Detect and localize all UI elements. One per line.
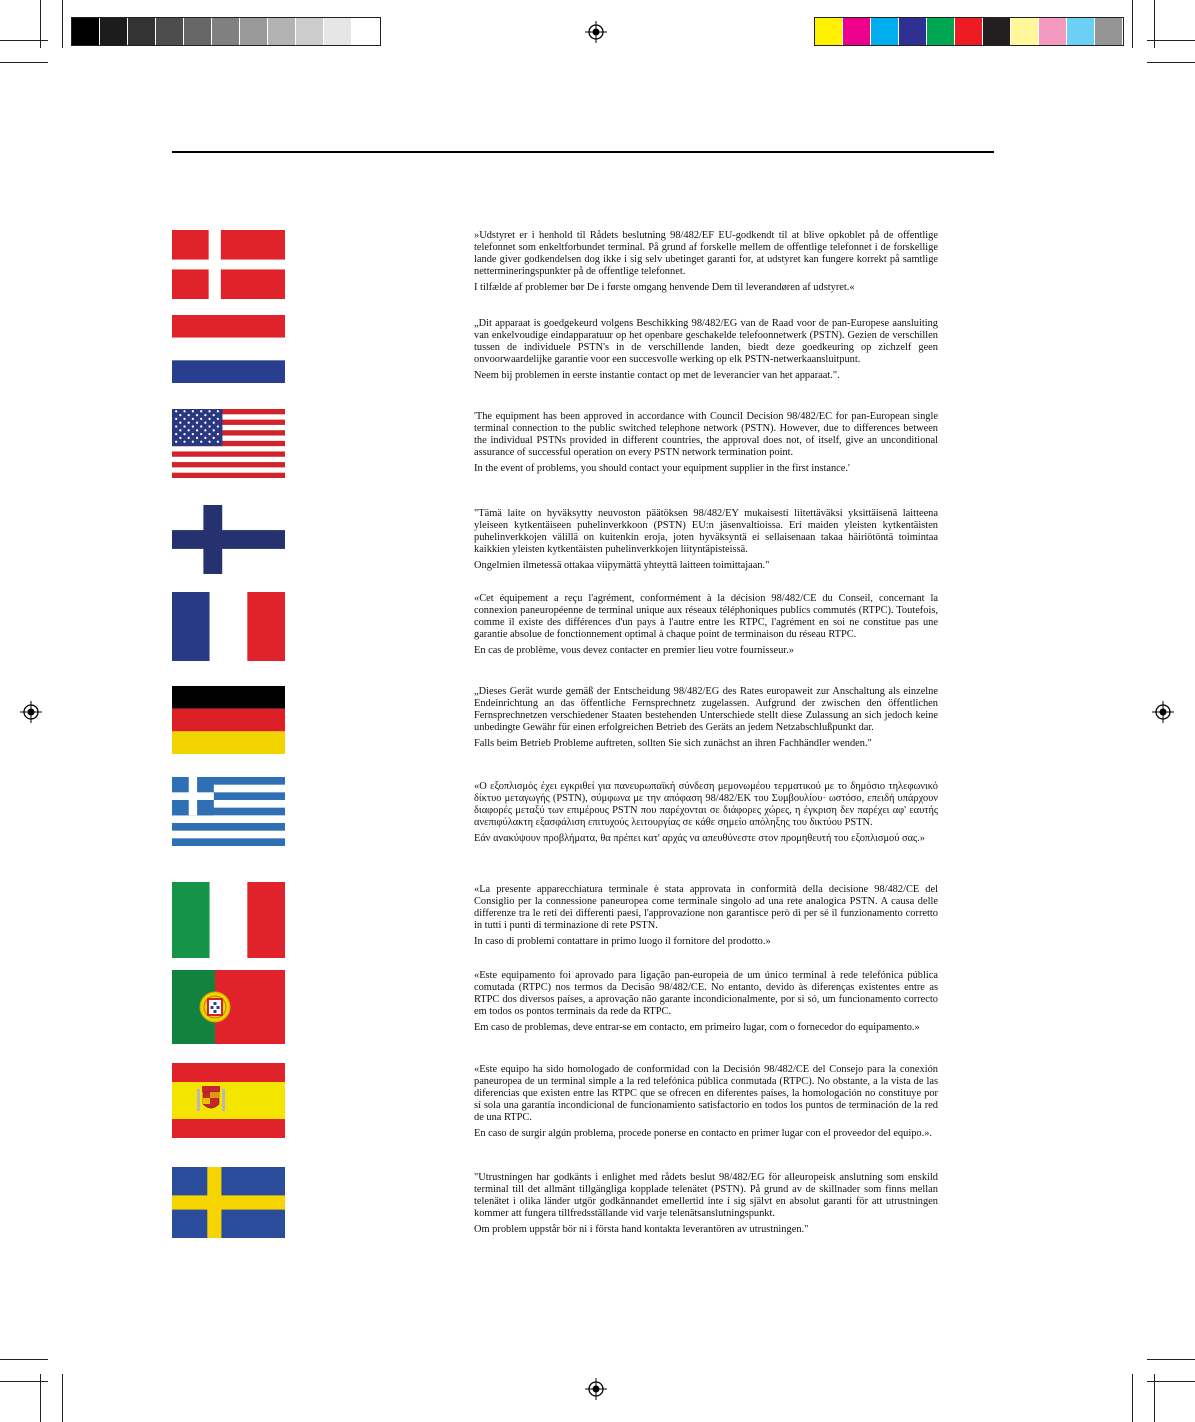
star-icon [200,410,202,412]
flag-denmark-icon [172,230,285,299]
star-icon [179,414,181,416]
declaration-paragraph: 'The equipment has been approved in accordance with Council Decision 98/482/EC for pan-European single terminal connection to the public switched telephone network (PSTN). However, due to differences between the individual PSTNs provided in different countries, the approval does not, of itself, give an unconditional assurance of successful operation on every PSTN network termination point. [474,411,938,459]
declaration-paragraph: »Udstyret er i henhold til Rådets beslutning 98/482/EF EU-godkendt til at blive opkoblet på de offentlige telefonnet som enkeltforbundet terminal. På grund af forskelle mellem de offentlige telefonnet i de forskellige lande giver godkendelsen dog ikke i sig selv ubetinget garanti for, at udstyret kan fungere korrekt på samtlige nettermineringspunkter på de offentlige telefonnet. [474,230,938,278]
star-icon [208,433,210,435]
crop-mark [1132,0,1133,48]
star-icon [208,410,210,412]
flag-sweden-icon [172,1167,285,1238]
declaration-paragraph: In caso di problemi contattare in primo luogo il fornitore del prodotto.» [474,936,771,948]
declaration-italy [474,884,938,952]
color-swatch [296,18,323,45]
star-icon [196,429,198,431]
star-icon [183,433,185,435]
star-icon [196,422,198,424]
star-icon [208,441,210,443]
star-icon [200,441,202,443]
declaration-paragraph: „Dit apparaat is goedgekeurd volgens Beschikking 98/482/EG van de Raad voor de pan-Europese aansluiting van enkelvoudige eindapparatuur op het openbare geschakelde telefoonnetwerk (PSTN). Gezien de verschillen tussen de individuele PSTN's in de verschillende landen, biedt deze goedkeuring op zichzelf geen onvoorwaardelijke garantie voor een succesvolle werking op elk PSTN-netwerkaansluitpunt. [474,318,938,366]
header-rule [172,151,994,153]
crop-mark [62,0,63,48]
declaration-paragraph: Falls beim Betrieb Probleme auftreten, sollten Sie sich zunächst an ihren Fachhändler wenden." [474,738,872,750]
star-icon [179,422,181,424]
star-icon [188,422,190,424]
crop-mark [1147,40,1195,41]
color-swatch [212,18,239,45]
star-icon [179,437,181,439]
star-icon [183,418,185,420]
color-swatch [72,18,99,45]
star-icon [208,425,210,427]
star-icon [192,410,194,412]
flag-france-icon [172,592,285,661]
flag-spain-icon [172,1063,285,1138]
star-icon [200,425,202,427]
flag-italy-icon [172,882,285,958]
flag-germany-icon [172,686,285,754]
declaration-portugal [474,970,938,1038]
star-icon [217,441,219,443]
declaration-paragraph: Εάν ανακύψουν προβλήματα, θα πρέπει κατ' αρχάς να απευθύνεστε στον προμηθευτή του εξοπλισμού σας.» [474,833,925,845]
color-swatch [815,18,842,45]
star-icon [217,425,219,427]
declaration-paragraph: „Dieses Gerät wurde gemäß der Entscheidung 98/482/EG des Rates europaweit zur Anschaltung als einzelne Endeinrichtung an das öffentliche Fernsprechnetz zugelassen. Aufgrund der zwischen den öffentlichen Fernsprechnetzen verschiedener Staaten bestehenden Unterschiede stellt diese Zulassung an sich jedoch keine unbedingte Gewähr für einen erfolgreichen Betrieb des Geräts an jedem Netzabschlußpunkt dar. [474,686,938,734]
color-swatch [128,18,155,45]
declaration-paragraph: «Cet équipement a reçu l'agrément, conformément à la décision 98/482/CE du Conseil, concernant la connexion paneuropéenne de terminal unique aux réseaux téléphoniques publics commutés (RTPC). Toutefois, comme il existe des différences d'un pays à l'autre entre les RTPC, l'agrément en soi ne constitue pas une garantie absolue de fonctionnement optimal à chaque point de terminaison du réseau RTPC. [474,593,938,641]
declaration-spain [474,1064,938,1145]
flag-netherlands-icon [172,315,285,383]
declaration-sweden [474,1172,938,1240]
star-icon [200,433,202,435]
declaration-paragraph: Ongelmien ilmetessä ottakaa viipymättä yhteyttä laitteen toimittajaan." [474,560,770,572]
color-swatch [899,18,926,45]
star-icon [196,414,198,416]
declaration-paragraph: En cas de problème, vous devez contacter en premier lieu votre fournisseur.» [474,645,794,657]
flag-finland-icon [172,505,285,574]
declaration-paragraph: "Tämä laite on hyväksytty neuvoston päätöksen 98/482/EY mukaisesti liitettäväksi yksittäisenä laitteena yleiseen kytkentäiseen puhelinverkkoon (PSTN) EU:n jäsenvaltioissa. Eri maiden yleisten kytkentäisten puhelinverkkojen välillä on kuitenkin eroja, joten hyväksyntä ei sellaisenaan takaa häiriötöntä toimintaa kaikkien yleisten kytkentäisten puhelinverkkojen liityntäpisteissä. [474,508,938,556]
color-swatch [983,18,1010,45]
color-swatch [955,18,982,45]
declaration-paragraph: En caso de surgir algún problema, procede ponerse en contacto en primer lugar con el proveedor del equipo.». [474,1128,932,1140]
star-icon [183,410,185,412]
declaration-paragraph: "Utrustningen har godkänts i enlighet med rådets beslut 98/482/EG för alleuropeisk anslutning som enskild terminal till det allmänt tillgängliga kopplade telenätet (PSTN). På grund av de skillnader som finns mellan telenätet i olika länder utgör godkännandet emellertid inte i sig självt en absolut garanti för att utrustningen kommer att fungera tillfredsställande vid varje telenätsanslutningspunkt. [474,1172,938,1220]
registration-target-icon [585,1378,607,1400]
crop-mark [1132,1374,1133,1422]
declaration-france [474,593,938,661]
star-icon [200,418,202,420]
star-icon [179,429,181,431]
star-icon [192,425,194,427]
star-icon [213,429,215,431]
declaration-netherlands [474,318,938,386]
registration-target-icon [585,21,607,43]
color-swatch [1011,18,1038,45]
star-icon [208,418,210,420]
declaration-paragraph: Neem bij problemen in eerste instantie contact op met de leverancier van het apparaat.". [474,370,840,382]
star-icon [196,437,198,439]
declaration-denmark [474,230,938,298]
declaration-finland [474,508,938,576]
star-icon [188,429,190,431]
flag-greece-icon [172,777,285,846]
star-icon [188,414,190,416]
color-swatch [100,18,127,45]
color-swatch [927,18,954,45]
star-icon [204,437,206,439]
star-icon [175,418,177,420]
star-icon [183,425,185,427]
crop-mark [0,1381,48,1382]
crop-mark [1147,62,1195,63]
registration-target-icon [1152,701,1174,723]
declaration-germany [474,686,938,754]
crop-mark [0,62,48,63]
declaration-paragraph: «Este equipamento foi aprovado para ligação pan-europeia de um único terminal à rede telefónica pública comutada (RTPC) nos termos da Decisão 98/482/CE. No entanto, devido às diferenças existentes entre as RTPC dos diversos países, a aprovação não garante incondicionalmente, por si só, um funcionamento correcto em todos os pontos terminais da rede da RTPC. [474,970,938,1018]
color-swatch [1067,18,1094,45]
declaration-paragraph: In the event of problems, you should contact your equipment supplier in the first instance.' [474,463,850,475]
registration-target-icon [20,701,42,723]
star-icon [192,433,194,435]
color-swatch [1039,18,1066,45]
star-icon [175,425,177,427]
color-swatch [843,18,870,45]
star-icon [175,433,177,435]
color-swatch [268,18,295,45]
star-icon [188,437,190,439]
star-icon [204,429,206,431]
star-icon [217,433,219,435]
star-icon [204,422,206,424]
crop-mark [0,1359,48,1360]
star-icon [213,414,215,416]
star-icon [213,437,215,439]
color-swatch [156,18,183,45]
star-icon [183,441,185,443]
crop-mark [62,1374,63,1422]
declaration-paragraph: «Este equipo ha sido homologado de conformidad con la Decisión 98/482/CE del Consejo para la conexión paneuropea de un terminal simple a la red telefónica pública conmutada (RTPC). No obstante, a la vista de las diferencias que existen entre las RTPC que se ofrecen en diferentes países, la homologación no constituye por sí sola una garantía incondicional de funcionamiento satisfactorio en todos los puntos de terminación de la red de una RTPC. [474,1064,938,1124]
declaration-paragraph: Om problem uppstår bör ni i första hand kontakta leverantören av utrustningen." [474,1224,809,1236]
declaration-usa [474,411,938,479]
declaration-paragraph: I tilfælde af problemer bør De i første omgang henvende Dem til leverandøren af udstyret.« [474,282,855,294]
star-icon [192,418,194,420]
color-swatch [324,18,351,45]
color-swatch [184,18,211,45]
flag-usa-icon [172,409,285,478]
declaration-paragraph: «Ο εξοπλισμός έχει εγκριθεί για πανευρωπαϊκή σύνδεση μεμονωμέου τερματικού με το δημόσιο τηλεφωνικό δίκτυο μεταγωγής (PSTN), σύμφωνα με την απόφαση 98/482/ΕΚ του Συμβουλίου· ωστόσο, επειδή υπάρχουν διαφορές μεταξύ των επιμέρους PSTN που παρέχονται σε διάφορες χώρες, η έγκριση δεν παρέχει αφ' εαυτής ανεπιφύλακτη εξασφάλιση επιτυχούς λειτουργίας σε κάθε σημείο απόληξης του δικτύου PSTN. [474,781,938,829]
color-swatch [1095,18,1122,45]
flag-portugal-icon [172,970,285,1044]
declaration-paragraph: «La presente apparecchiatura terminale è stata approvata in conformità della decisione 98/482/CE del Consiglio per la connessione paneuropea come terminale singolo ad una rete analogica PSTN. A causa delle differenze tra le reti dei differenti paesi, l'approvazione non garantisce però di per sé il funzionamento corretto in tutti i punti di terminazione di rete PSTN. [474,884,938,932]
color-swatch [240,18,267,45]
crop-mark [1147,1359,1195,1360]
star-icon [204,414,206,416]
declaration-paragraph: Em caso de problemas, deve entrar-se em contacto, em primeiro lugar, com o fornecedor do equipamento.» [474,1022,920,1034]
color-swatch [871,18,898,45]
star-icon [175,441,177,443]
color-swatch [352,18,379,45]
declaration-greece [474,781,938,849]
star-icon [175,410,177,412]
crop-mark [0,40,48,41]
star-icon [213,422,215,424]
crop-mark [1147,1381,1195,1382]
star-icon [192,441,194,443]
star-icon [217,410,219,412]
star-icon [217,418,219,420]
